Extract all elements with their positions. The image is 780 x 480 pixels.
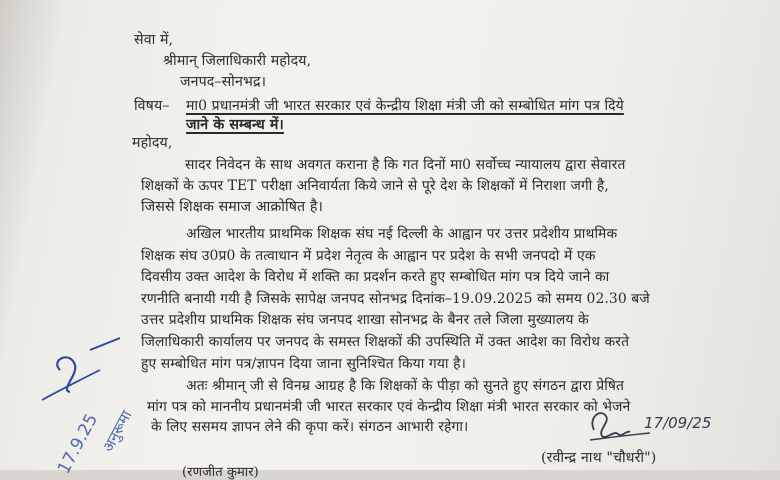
- subject-prefix: विषय–: [134, 98, 170, 114]
- greeting: महोदय,: [132, 135, 173, 151]
- recipient-district: जनपद–सोनभद्र।: [180, 74, 267, 90]
- subject-line-2: जाने के सम्बन्ध में।: [186, 117, 284, 133]
- para2-line1: अखिल भारतीय प्राथमिक शिक्षक संघ नई दिल्ली के आह्वान पर उत्तर प्रदेशीय प्राथमिक: [186, 226, 618, 242]
- signatory-right-name: (रवीन्द्र नाथ "चौधरी"): [541, 450, 657, 466]
- signature-date: 17/09/25: [644, 414, 712, 432]
- para2-line4: रणनीति बनायी गयी है जिसके सापेक्ष जनपद सोनभद्र दिनांक–19.09.2025 को समय 02.30 बजे: [141, 291, 650, 307]
- margin-stamp-date: 17.9.25: [54, 410, 103, 478]
- para2-line3: दिवसीय उक्त आदेश के विरोध में शक्ति का प्रदर्शन करते हुए सम्बोधित मांग पत्र दिये जाने का: [141, 269, 610, 285]
- para1-line2: शिक्षकों के ऊपर TET परीक्षा अनिवार्यता किये जाने से पूरे देश के शिक्षकों में निराशा जगी है,: [141, 178, 609, 194]
- para2-line7: हुए सम्बोधित मांग पत्र/ज्ञापन दिया जाना सुनिश्चित किया गया है।: [141, 356, 466, 372]
- para2-line5: उत्तर प्रदेशीय प्राथमिक शिक्षक संघ जनपद शाखा सोनभद्र के बैनर तले जिला मुख्यालय के: [141, 312, 589, 328]
- para3-line3: के लिए ससमय ज्ञापन लेने की कृपा करें। संगठन आभारी रहेगा।: [151, 419, 469, 435]
- margin-pen-mark: [30, 330, 150, 470]
- signatory-left-name: (रणजीत कुमार): [182, 465, 259, 480]
- salutation-to: सेवा में,: [134, 32, 174, 48]
- subject-line-1: मा0 प्रधानमंत्री जी भारत सरकार एवं केन्द्रीय शिक्षा मंत्री जी को सम्बोधित मांग पत्र दिये: [186, 98, 624, 114]
- margin-stamp-text: अनुरूमा: [98, 407, 136, 455]
- para3-line2: मांग पत्र को माननीय प्रधानमंत्री जी भारत सरकार एवं केन्द्रीय शिक्षा मंत्री भारत सरकार को भेजने: [147, 399, 631, 415]
- para1-line1: सादर निवेदन के साथ अवगत कराना है कि गत दिनों मा0 सर्वोच्च न्यायालय द्वारा सेवारत: [185, 157, 626, 173]
- para3-line1: अतः श्रीमान् जी से विनम्र आग्रह है कि शिक्षकों के पीड़ा को सुनते हुए संगठन द्वारा प्रेषित: [186, 378, 625, 394]
- para2-line6: जिलाधिकारी कार्यालय पर जनपद के समस्त शिक्षकों की उपस्थिति में उक्त आदेश का विरोध करते: [141, 334, 630, 350]
- para1-line3: जिससे शिक्षक समाज आक्रोषित है।: [141, 199, 323, 215]
- para2-line2: शिक्षक संघ उ0प्र0 के तत्वाधान में प्रदेश नेतृत्व के आह्वान पर प्रदेश के सभी जनपदो में एक: [141, 248, 596, 264]
- recipient-title: श्रीमान् जिलाधिकारी महोदय,: [163, 53, 312, 69]
